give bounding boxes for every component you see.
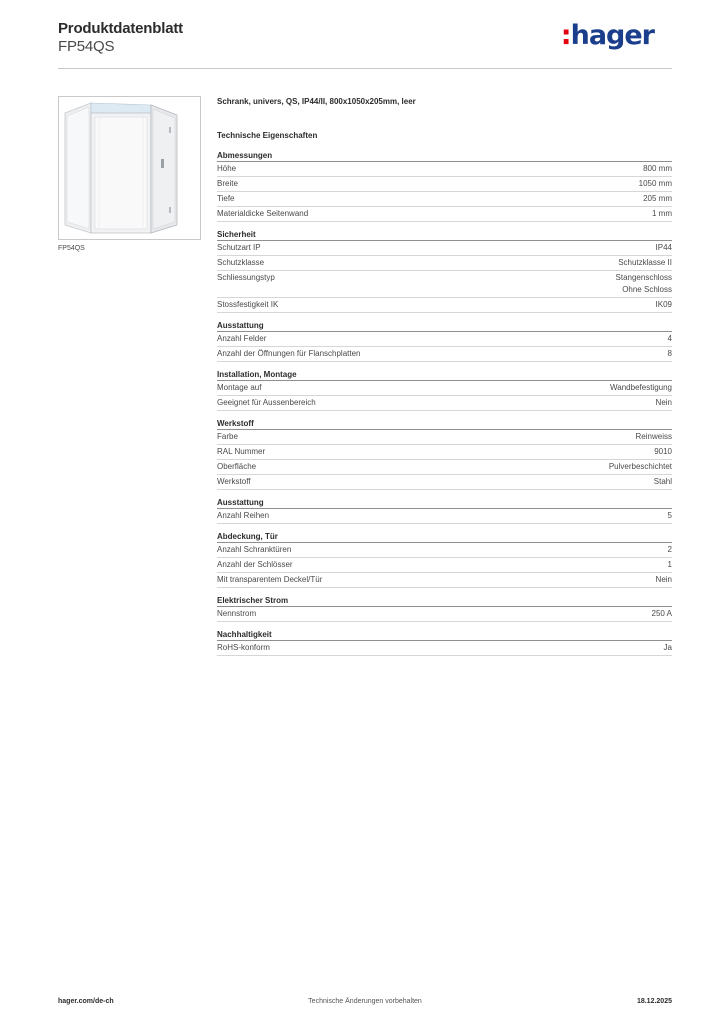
property-label: Geeignet für Aussenbereich — [217, 398, 316, 407]
property-value — [639, 178, 672, 190]
property-value — [656, 299, 672, 311]
section — [217, 629, 672, 656]
header-divider — [58, 68, 672, 69]
property-label: Anzahl Schranktüren — [217, 545, 292, 554]
section-title: Ausstattung — [217, 320, 672, 332]
section-title: Nachhaltigkeit — [217, 629, 672, 641]
property-value — [654, 476, 672, 488]
page-footer — [58, 998, 672, 1010]
property-row — [217, 207, 672, 222]
property-value — [616, 272, 672, 296]
section — [217, 595, 672, 622]
property-value-line: 250 A — [651, 609, 672, 618]
property-value-line: 1 mm — [652, 209, 672, 218]
section-title: Elektrischer Strom — [217, 595, 672, 607]
hager-logo — [561, 20, 654, 51]
property-value-line: 2 — [667, 545, 672, 554]
section-title: Abmessungen — [217, 150, 672, 162]
property-label: Tiefe — [217, 194, 235, 203]
property-label: RAL Nummer — [217, 447, 266, 456]
property-value — [664, 642, 672, 654]
property-row — [217, 241, 672, 256]
image-caption: FP54QS — [58, 245, 85, 252]
property-row — [217, 641, 672, 656]
property-value — [610, 382, 672, 394]
property-row — [217, 332, 672, 347]
property-value-line: Ohne Schloss — [622, 285, 672, 294]
property-label: Breite — [217, 179, 238, 188]
property-row — [217, 445, 672, 460]
property-label: Oberfläche — [217, 462, 257, 471]
property-label: Schliessungstyp — [217, 273, 275, 282]
property-value-line: 5 — [667, 511, 672, 520]
property-label: Farbe — [217, 432, 238, 441]
property-value — [668, 559, 672, 571]
section-title: Ausstattung — [217, 497, 672, 509]
section-title: Werkstoff — [217, 418, 672, 430]
property-value-line: Pulverbeschichtet — [608, 462, 672, 471]
property-label: Höhe — [217, 164, 237, 173]
property-value-line: 1050 mm — [638, 179, 672, 188]
section-title: Installation, Montage — [217, 369, 672, 381]
property-row — [217, 475, 672, 490]
section — [217, 418, 672, 490]
property-row — [217, 509, 672, 524]
property-row — [217, 192, 672, 207]
property-value-line: IP44 — [655, 243, 672, 252]
logo-dots-icon: : — [560, 20, 571, 51]
property-label: Mit transparentem Deckel/Tür — [217, 575, 323, 584]
property-value — [668, 333, 672, 345]
property-label: Anzahl der Schlösser — [217, 560, 293, 569]
technical-properties-heading: Technische Eigenschaften — [217, 131, 318, 140]
property-row — [217, 256, 672, 271]
property-label: Anzahl Reihen — [217, 511, 270, 520]
product-description: Schrank, univers, QS, IP44/II, 800x1050x205mm, leer — [217, 97, 416, 106]
section-title: Abdeckung, Tür — [217, 531, 672, 543]
property-label: RoHS-konform — [217, 643, 270, 652]
property-value — [668, 348, 672, 360]
property-value-line: Stangenschloss — [615, 273, 672, 282]
section — [217, 320, 672, 362]
property-value — [656, 397, 672, 409]
property-value — [652, 608, 672, 620]
property-value-line: Ja — [663, 643, 672, 652]
property-row — [217, 573, 672, 588]
property-label: Schutzklasse — [217, 258, 265, 267]
property-value-line: 9010 — [654, 447, 672, 456]
property-value-line: 1 — [667, 560, 672, 569]
property-value — [643, 193, 672, 205]
property-value — [643, 163, 672, 175]
property-label: Anzahl der Öffnungen für Flanschplatten — [217, 349, 361, 358]
property-row — [217, 298, 672, 313]
property-value — [652, 208, 672, 220]
property-row — [217, 430, 672, 445]
section-title: Sicherheit — [217, 229, 672, 241]
property-value-line: 800 mm — [643, 164, 672, 173]
property-row — [217, 271, 672, 298]
property-row — [217, 347, 672, 362]
property-value-line: Reinweiss — [635, 432, 672, 441]
page-header — [58, 20, 672, 70]
footer-disclaimer: Technische Änderungen vorbehalten — [308, 998, 422, 1005]
property-label: Montage auf — [217, 383, 262, 392]
property-value-line: Nein — [655, 575, 672, 584]
property-row — [217, 543, 672, 558]
section — [217, 369, 672, 411]
document-title: Produktdatenblatt — [58, 20, 183, 37]
property-value — [618, 257, 672, 269]
property-value — [668, 510, 672, 522]
logo-text: hager — [570, 20, 654, 51]
property-row — [217, 607, 672, 622]
property-label: Schutzart IP — [217, 243, 261, 252]
property-row — [217, 558, 672, 573]
property-label: Materialdicke Seitenwand — [217, 209, 309, 218]
property-value — [656, 242, 672, 254]
property-value — [654, 446, 672, 458]
property-label: Anzahl Felder — [217, 334, 267, 343]
document-subtitle: FP54QS — [58, 38, 115, 55]
properties-sections — [217, 150, 672, 656]
property-value — [656, 574, 672, 586]
property-label: Nennstrom — [217, 609, 257, 618]
property-value — [636, 431, 672, 443]
property-row — [217, 460, 672, 475]
property-value-line: 4 — [667, 334, 672, 343]
section — [217, 531, 672, 588]
product-content — [217, 96, 672, 656]
property-value-line: Stahl — [653, 477, 672, 486]
cabinet-illustration-icon — [59, 97, 200, 239]
property-label: Stossfestigkeit IK — [217, 300, 279, 309]
property-value-line: Wandbefestigung — [610, 383, 672, 392]
section — [217, 497, 672, 524]
property-row — [217, 381, 672, 396]
property-value-line: IK09 — [655, 300, 672, 309]
section — [217, 150, 672, 222]
property-value-line: Schutzklasse II — [618, 258, 672, 267]
property-value-line: Nein — [655, 398, 672, 407]
property-value-line: 8 — [667, 349, 672, 358]
footer-date: 18.12.2025 — [636, 998, 672, 1005]
property-value — [668, 544, 672, 556]
section — [217, 229, 672, 313]
product-image — [58, 96, 201, 240]
property-row — [217, 177, 672, 192]
property-row — [217, 162, 672, 177]
property-value-line: 205 mm — [643, 194, 672, 203]
property-value — [609, 461, 672, 473]
footer-website-link[interactable]: hager.com/de-ch — [58, 998, 114, 1005]
property-label: Werkstoff — [217, 477, 251, 486]
property-row — [217, 396, 672, 411]
